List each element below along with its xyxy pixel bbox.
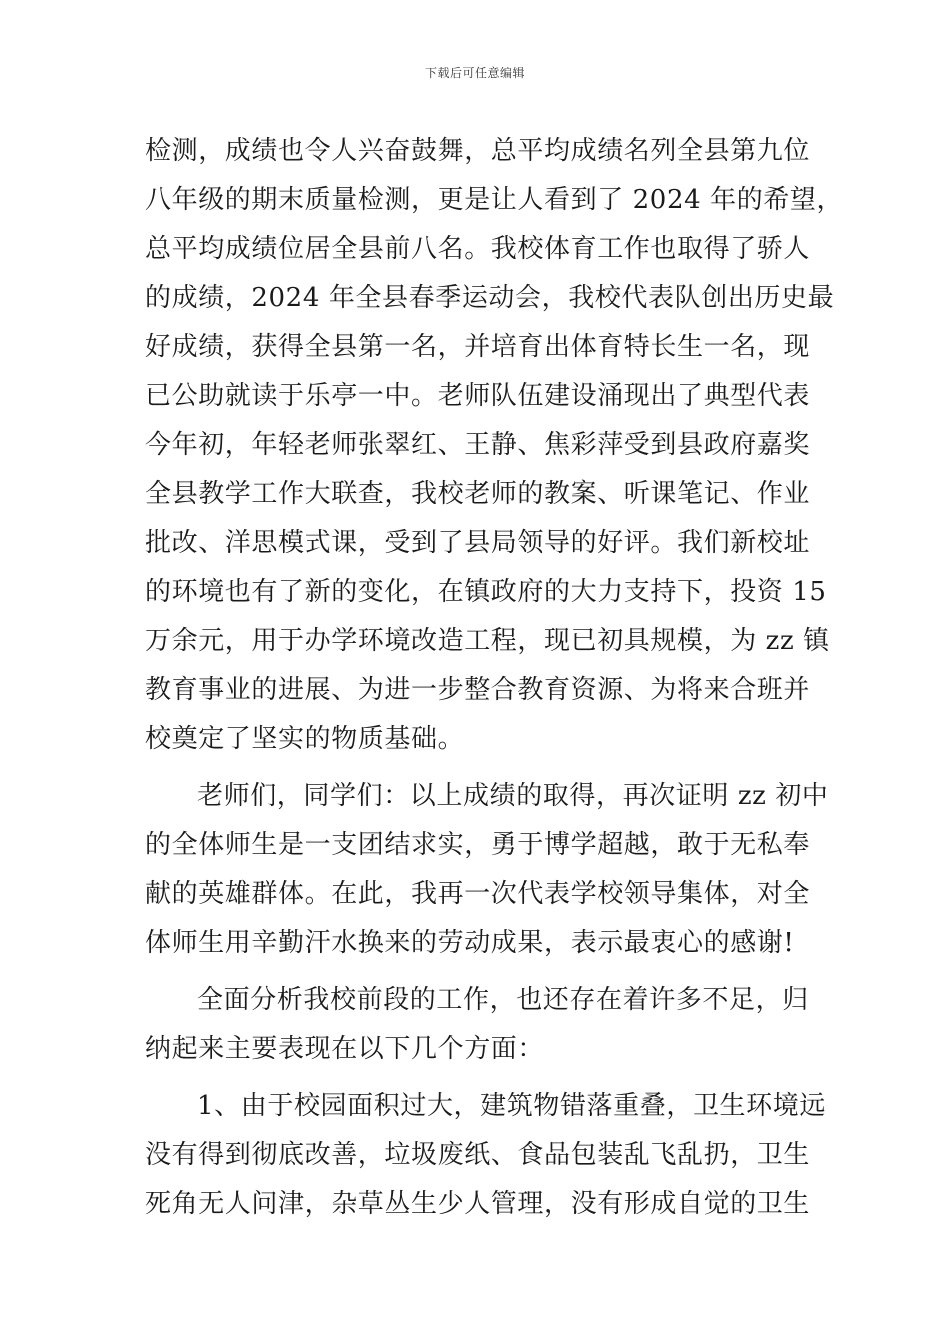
text-line: 全县教学工作大联查，我校老师的教案、听课笔记、作业 xyxy=(145,479,811,509)
text-line: 批改、洋思模式课，受到了县局领导的好评。我们新校址 xyxy=(145,528,811,558)
page-header: 下载后可任意编辑 xyxy=(424,66,525,80)
paragraph xyxy=(145,127,844,764)
text-line: 已公助就读于乐亭一中。老师队伍建设涌现出了典型代表 xyxy=(145,381,811,411)
text-line: 的成绩，2024 年全县春季运动会，我校代表队创出历史最 xyxy=(145,283,835,313)
text-line: 教育事业的进展、为进一步整合教育资源、为将来合班并 xyxy=(145,675,811,705)
paragraph xyxy=(145,772,829,968)
text-line: 好成绩，获得全县第一名，并培育出体育特长生一名，现 xyxy=(145,332,811,362)
text-line: 纳起来主要表现在以下几个方面： xyxy=(145,1034,545,1064)
text-line: 今年初，年轻老师张翠红、王静、焦彩萍受到县政府嘉奖 xyxy=(145,430,811,460)
paragraph-spacer xyxy=(145,764,810,772)
text-line: 检测，成绩也令人兴奋鼓舞，总平均成绩名列全县第九位 xyxy=(145,136,811,166)
document-body xyxy=(145,127,844,1229)
text-line: 的环境也有了新的变化，在镇政府的大力支持下，投资 15 xyxy=(145,577,827,607)
text-line: 全面分析我校前段的工作，也还存在着许多不足，归 xyxy=(197,985,809,1015)
paragraph xyxy=(145,976,810,1074)
text-line: 万余元，用于办学环境改造工程，现已初具规模，为 zz 镇 xyxy=(145,626,830,656)
text-line: 献的英雄群体。在此，我再一次代表学校领导集体，对全 xyxy=(145,879,811,909)
text-line: 死角无人问津，杂草丛生少人管理，没有形成自觉的卫生 xyxy=(145,1189,811,1219)
text-line: 总平均成绩位居全县前八名。我校体育工作也取得了骄人 xyxy=(145,234,811,264)
text-line: 老师们，同学们：以上成绩的取得，再次证明 zz 初中 xyxy=(197,781,829,811)
paragraph-spacer xyxy=(145,1074,810,1082)
text-line: 的全体师生是一支团结求实，勇于博学超越，敢于无私奉 xyxy=(145,830,811,860)
text-line: 没有得到彻底改善，垃圾废纸、食品包装乱飞乱扔，卫生 xyxy=(145,1140,811,1170)
text-line: 1、由于校园面积过大，建筑物错落重叠，卫生环境远 xyxy=(197,1091,826,1121)
text-line: 体师生用辛勤汗水换来的劳动成果，表示最衷心的感谢! xyxy=(145,928,795,958)
text-line: 校奠定了坚实的物质基础。 xyxy=(145,724,465,754)
paragraph xyxy=(145,1082,826,1229)
paragraph-spacer xyxy=(145,968,810,976)
text-line: 八年级的期末质量检测，更是让人看到了 2024 年的希望， xyxy=(145,185,844,215)
